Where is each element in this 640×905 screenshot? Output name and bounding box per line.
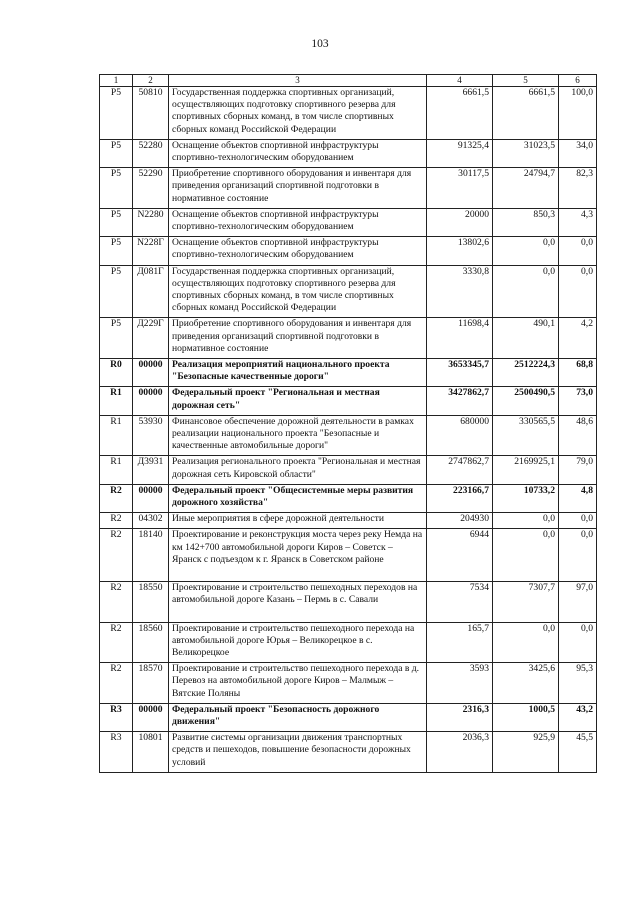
percent-cell: 0,0 [559, 265, 597, 318]
description-cell: Федеральный проект "Безопасность дорожного движения" [169, 703, 427, 731]
description-cell: Проектирование и реконструкция моста через реку Немда на км 142+700 автомобильной дороги Киров – Советск – Яранск с подъездом к г. Яранск в Советском районе [169, 529, 427, 582]
target-code-cell: Д229Г [133, 318, 169, 359]
percent-cell: 43,2 [559, 703, 597, 731]
planned-amount-cell: 3330,8 [427, 265, 493, 318]
description-cell: Государственная поддержка спортивных организаций, осуществляющих подготовку спортивного резерва для спортивных сборных команд, в том числе спортивных сборных команд Российской Федерации [169, 87, 427, 140]
section-code-cell: R3 [100, 703, 133, 731]
target-code-cell: 52290 [133, 168, 169, 209]
description-cell: Федеральный проект "Общесистемные меры развития дорожного хозяйства" [169, 484, 427, 512]
executed-amount-cell: 0,0 [493, 513, 559, 529]
target-code-cell: 10801 [133, 732, 169, 773]
table-row [100, 484, 597, 512]
executed-amount-cell: 1000,5 [493, 703, 559, 731]
planned-amount-cell: 6944 [427, 529, 493, 582]
section-code-cell: Р5 [100, 87, 133, 140]
table-row [100, 732, 597, 773]
table-row [100, 168, 597, 209]
table-row [100, 456, 597, 484]
executed-amount-cell: 0,0 [493, 237, 559, 265]
planned-amount-cell: 680000 [427, 415, 493, 456]
description-cell: Оснащение объектов спортивной инфраструктуры спортивно-технологическим оборудованием [169, 139, 427, 167]
percent-cell: 73,0 [559, 387, 597, 415]
section-code-cell: Р5 [100, 168, 133, 209]
percent-cell: 79,0 [559, 456, 597, 484]
description-cell: Оснащение объектов спортивной инфраструктуры спортивно-технологическим оборудованием [169, 208, 427, 236]
percent-cell: 0,0 [559, 237, 597, 265]
table-row [100, 208, 597, 236]
description-cell: Реализация мероприятий национального проекта "Безопасные качественные дороги" [169, 358, 427, 386]
planned-amount-cell: 204930 [427, 513, 493, 529]
target-code-cell: 00000 [133, 484, 169, 512]
planned-amount-cell: 7534 [427, 582, 493, 623]
table-row [100, 513, 597, 529]
table-row [100, 265, 597, 318]
target-code-cell: 00000 [133, 387, 169, 415]
header-col-6: 6 [559, 75, 597, 87]
target-code-cell: Д081Г [133, 265, 169, 318]
table-row [100, 87, 597, 140]
table-row [100, 318, 597, 359]
executed-amount-cell: 2169925,1 [493, 456, 559, 484]
planned-amount-cell: 2316,3 [427, 703, 493, 731]
executed-amount-cell: 31023,5 [493, 139, 559, 167]
executed-amount-cell: 6661,5 [493, 87, 559, 140]
table-row [100, 529, 597, 582]
target-code-cell: 00000 [133, 358, 169, 386]
section-code-cell: R1 [100, 456, 133, 484]
section-code-cell: R2 [100, 663, 133, 704]
description-cell: Федеральный проект "Региональная и местная дорожная сеть" [169, 387, 427, 415]
description-cell: Проектирование и строительство пешеходных переходов на автомобильной дороге Казань – Пермь в с. Савали [169, 582, 427, 623]
table-row [100, 358, 597, 386]
header-col-2: 2 [133, 75, 169, 87]
table-row [100, 703, 597, 731]
description-cell: Приобретение спортивного оборудования и инвентаря для приведения организаций спортивной подготовки в нормативное состояние [169, 318, 427, 359]
target-code-cell: 00000 [133, 703, 169, 731]
executed-amount-cell: 850,3 [493, 208, 559, 236]
percent-cell: 0,0 [559, 622, 597, 663]
planned-amount-cell: 20000 [427, 208, 493, 236]
planned-amount-cell: 3653345,7 [427, 358, 493, 386]
planned-amount-cell: 3427862,7 [427, 387, 493, 415]
percent-cell: 0,0 [559, 513, 597, 529]
header-col-3: 3 [169, 75, 427, 87]
planned-amount-cell: 2036,3 [427, 732, 493, 773]
header-col-5: 5 [493, 75, 559, 87]
percent-cell: 97,0 [559, 582, 597, 623]
executed-amount-cell: 3425,6 [493, 663, 559, 704]
table-header-row [100, 75, 597, 87]
description-cell: Государственная поддержка спортивных организаций, осуществляющих подготовку спортивного резерва для спортивных сборных команд, в том числе спортивных сборных команд Российской Федерации [169, 265, 427, 318]
planned-amount-cell: 3593 [427, 663, 493, 704]
section-code-cell: R2 [100, 622, 133, 663]
description-cell: Реализация регионального проекта "Региональная и местная дорожная сеть Кировской области" [169, 456, 427, 484]
executed-amount-cell: 0,0 [493, 529, 559, 582]
target-code-cell: 53930 [133, 415, 169, 456]
executed-amount-cell: 10733,2 [493, 484, 559, 512]
table-row [100, 237, 597, 265]
executed-amount-cell: 490,1 [493, 318, 559, 359]
section-code-cell: Р5 [100, 139, 133, 167]
percent-cell: 4,3 [559, 208, 597, 236]
planned-amount-cell: 30117,5 [427, 168, 493, 209]
section-code-cell: R0 [100, 358, 133, 386]
percent-cell: 34,0 [559, 139, 597, 167]
executed-amount-cell: 0,0 [493, 265, 559, 318]
description-cell: Проектирование и строительство пешеходного перехода на автомобильной дороге Юрья – Великорецкое в с. Великорецкое [169, 622, 427, 663]
table-row [100, 139, 597, 167]
target-code-cell: Д3931 [133, 456, 169, 484]
executed-amount-cell: 330565,5 [493, 415, 559, 456]
percent-cell: 4,8 [559, 484, 597, 512]
description-cell: Развитие системы организации движения транспортных средств и пешеходов, повышение безопасности дорожных условий [169, 732, 427, 773]
target-code-cell: N228Г [133, 237, 169, 265]
executed-amount-cell: 24794,7 [493, 168, 559, 209]
table-row [100, 622, 597, 663]
target-code-cell: 50810 [133, 87, 169, 140]
description-cell: Иные мероприятия в сфере дорожной деятельности [169, 513, 427, 529]
planned-amount-cell: 2747862,7 [427, 456, 493, 484]
section-code-cell: R2 [100, 529, 133, 582]
target-code-cell: 18140 [133, 529, 169, 582]
section-code-cell: R1 [100, 387, 133, 415]
executed-amount-cell: 925,9 [493, 732, 559, 773]
executed-amount-cell: 2500490,5 [493, 387, 559, 415]
percent-cell: 95,3 [559, 663, 597, 704]
section-code-cell: Р5 [100, 265, 133, 318]
description-cell: Проектирование и строительство пешеходного перехода в д. Перевоз на автомобильной дороге Киров – Малмыж – Вятские Поляны [169, 663, 427, 704]
percent-cell: 4,2 [559, 318, 597, 359]
target-code-cell: N2280 [133, 208, 169, 236]
planned-amount-cell: 223166,7 [427, 484, 493, 512]
target-code-cell: 52280 [133, 139, 169, 167]
header-col-1: 1 [100, 75, 133, 87]
section-code-cell: R2 [100, 484, 133, 512]
header-col-4: 4 [427, 75, 493, 87]
section-code-cell: R1 [100, 415, 133, 456]
section-code-cell: Р5 [100, 208, 133, 236]
target-code-cell: 18560 [133, 622, 169, 663]
description-cell: Финансовое обеспечение дорожной деятельности в рамках реализации национального проекта "Безопасные и качественные автомобильные дороги" [169, 415, 427, 456]
percent-cell: 45,5 [559, 732, 597, 773]
table-row [100, 387, 597, 415]
target-code-cell: 04302 [133, 513, 169, 529]
description-cell: Оснащение объектов спортивной инфраструктуры спортивно-технологическим оборудованием [169, 237, 427, 265]
description-cell: Приобретение спортивного оборудования и инвентаря для приведения организаций спортивной подготовки в нормативное состояние [169, 168, 427, 209]
section-code-cell: R3 [100, 732, 133, 773]
table-row [100, 663, 597, 704]
percent-cell: 68,8 [559, 358, 597, 386]
section-code-cell: R2 [100, 582, 133, 623]
executed-amount-cell: 7307,7 [493, 582, 559, 623]
page-number: 103 [311, 38, 329, 50]
table-row [100, 415, 597, 456]
target-code-cell: 18550 [133, 582, 169, 623]
table-body [100, 87, 597, 773]
planned-amount-cell: 165,7 [427, 622, 493, 663]
planned-amount-cell: 11698,4 [427, 318, 493, 359]
section-code-cell: Р5 [100, 237, 133, 265]
percent-cell: 48,6 [559, 415, 597, 456]
executed-amount-cell: 2512224,3 [493, 358, 559, 386]
planned-amount-cell: 91325,4 [427, 139, 493, 167]
planned-amount-cell: 6661,5 [427, 87, 493, 140]
budget-table [99, 74, 597, 773]
target-code-cell: 18570 [133, 663, 169, 704]
percent-cell: 100,0 [559, 87, 597, 140]
percent-cell: 0,0 [559, 529, 597, 582]
section-code-cell: Р5 [100, 318, 133, 359]
percent-cell: 82,3 [559, 168, 597, 209]
table-row [100, 582, 597, 623]
planned-amount-cell: 13802,6 [427, 237, 493, 265]
section-code-cell: R2 [100, 513, 133, 529]
executed-amount-cell: 0,0 [493, 622, 559, 663]
